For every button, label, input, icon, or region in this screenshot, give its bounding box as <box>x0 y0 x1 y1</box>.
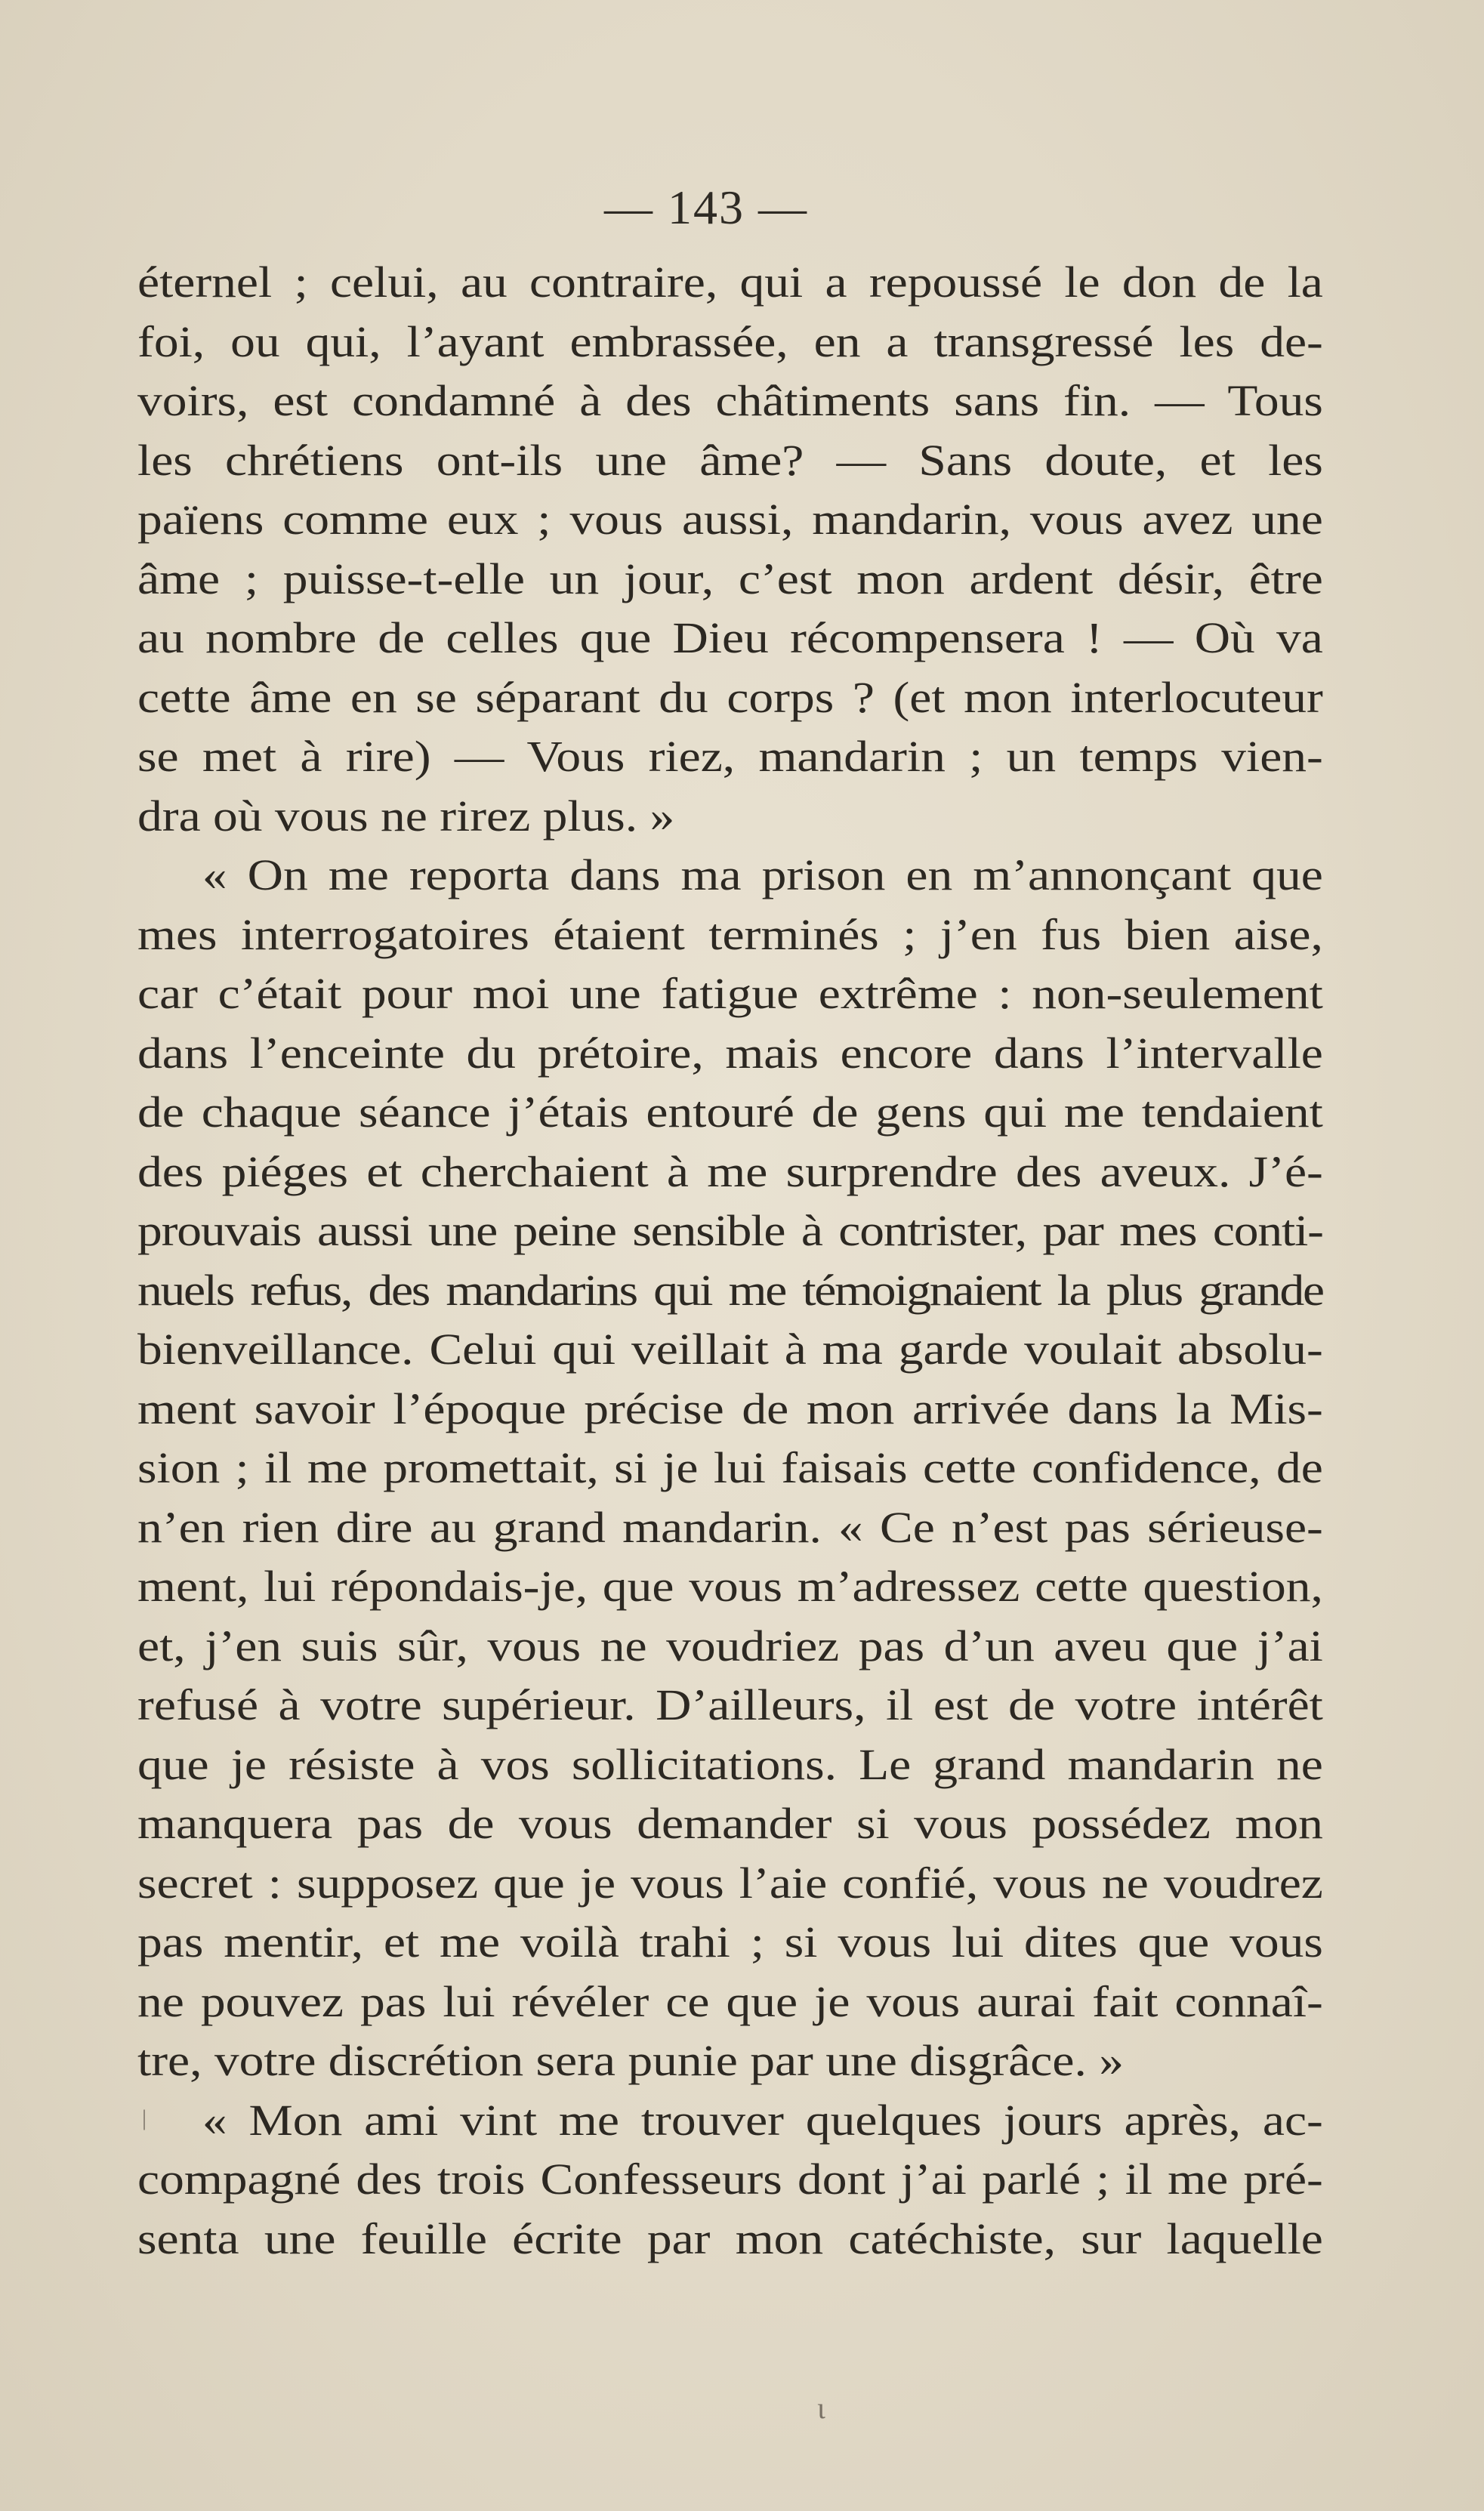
text-line: voirs, est condamné à des châtiments sans fin. — Tous <box>137 376 1323 425</box>
text-line: pas mentir, et me voilà trahi ; si vous lui dites que vous <box>137 1917 1323 1967</box>
text-line: au nombre de celles que Dieu récompensera ! — Où va <box>137 613 1323 662</box>
text-line: manquera pas de vous demander si vous possédez mon <box>137 1799 1323 1848</box>
text-line: sion ; il me promettait, si je lui faisais cette confidence, de <box>137 1443 1323 1492</box>
text-line: n’en rien dire au grand mandarin. « Ce n’est pas sérieuse- <box>137 1502 1323 1552</box>
text-line: les chrétiens ont-ils une âme? — Sans doute, et les <box>137 435 1323 485</box>
text-line: que je résiste à vos sollicitations. Le grand mandarin ne <box>137 1739 1323 1789</box>
text-line: car c’était pour moi une fatigue extrême : non-seulement <box>137 969 1323 1018</box>
text-line: dans l’enceinte du prétoire, mais encore dans l’intervalle <box>137 1028 1323 1078</box>
text-line: se met à rire) — Vous riez, mandarin ; un temps vien- <box>137 732 1323 781</box>
text-line: bienveillance. Celui qui veillait à ma garde voulait absolu- <box>137 1325 1323 1374</box>
text-line: de chaque séance j’étais entouré de gens qui me tendaient <box>137 1087 1323 1137</box>
text-line: dra où vous ne rirez plus. » <box>137 791 675 841</box>
paper-speck: | <box>142 2105 147 2130</box>
text-line: « Mon ami vint me trouver quelques jours après, ac- <box>202 2095 1323 2145</box>
text-line: mes interrogatoires étaient terminés ; j’en fus bien aise, <box>137 909 1323 959</box>
text-line: refusé à votre supérieur. D’ailleurs, il est de votre intérêt <box>137 1680 1323 1729</box>
text-line: compagné des trois Confesseurs dont j’ai parlé ; il me pré- <box>137 2155 1323 2204</box>
paper-speck: ι <box>817 2391 825 2425</box>
text-line: « On me reporta dans ma prison en m’annonçant que <box>202 850 1323 899</box>
text-line: tre, votre discrétion sera punie par une disgrâce. » <box>137 2036 1124 2085</box>
text-line: ment, lui répondais-je, que vous m’adressez cette question, <box>137 1562 1323 1611</box>
text-line: nuels refus, des mandarins qui me témoignaient la plus grande <box>137 1265 1323 1315</box>
text-line: éternel ; celui, au contraire, qui a repoussé le don de la <box>137 258 1323 307</box>
text-line: prouvais aussi une peine sensible à contrister, par mes conti- <box>137 1206 1323 1255</box>
text-line: et, j’en suis sûr, vous ne voudriez pas d’un aveu que j’ai <box>137 1621 1323 1670</box>
text-line: secret : supposez que je vous l’aie confié, vous ne voudrez <box>137 1858 1323 1908</box>
text-line: âme ; puisse-t-elle un jour, c’est mon ardent désir, être <box>137 554 1323 603</box>
body-text <box>137 253 1323 2269</box>
text-line: ne pouvez pas lui révéler ce que je vous aurai fait connaî- <box>137 1976 1323 2026</box>
text-line: ment savoir l’époque précise de mon arrivée dans la Mis- <box>137 1384 1323 1433</box>
text-line: des piéges et cherchaient à me surprendre des aveux. J’é- <box>137 1146 1323 1196</box>
text-line: païens comme eux ; vous aussi, mandarin, vous avez une <box>137 495 1323 544</box>
text-line: foi, ou qui, l’ayant embrassée, en a transgressé les de- <box>137 316 1323 366</box>
page-number: — 143 — <box>604 180 808 234</box>
text-line: senta une feuille écrite par mon catéchiste, sur laquelle <box>137 2213 1323 2263</box>
text-line: cette âme en se séparant du corps ? (et mon interlocuteur <box>137 672 1323 722</box>
